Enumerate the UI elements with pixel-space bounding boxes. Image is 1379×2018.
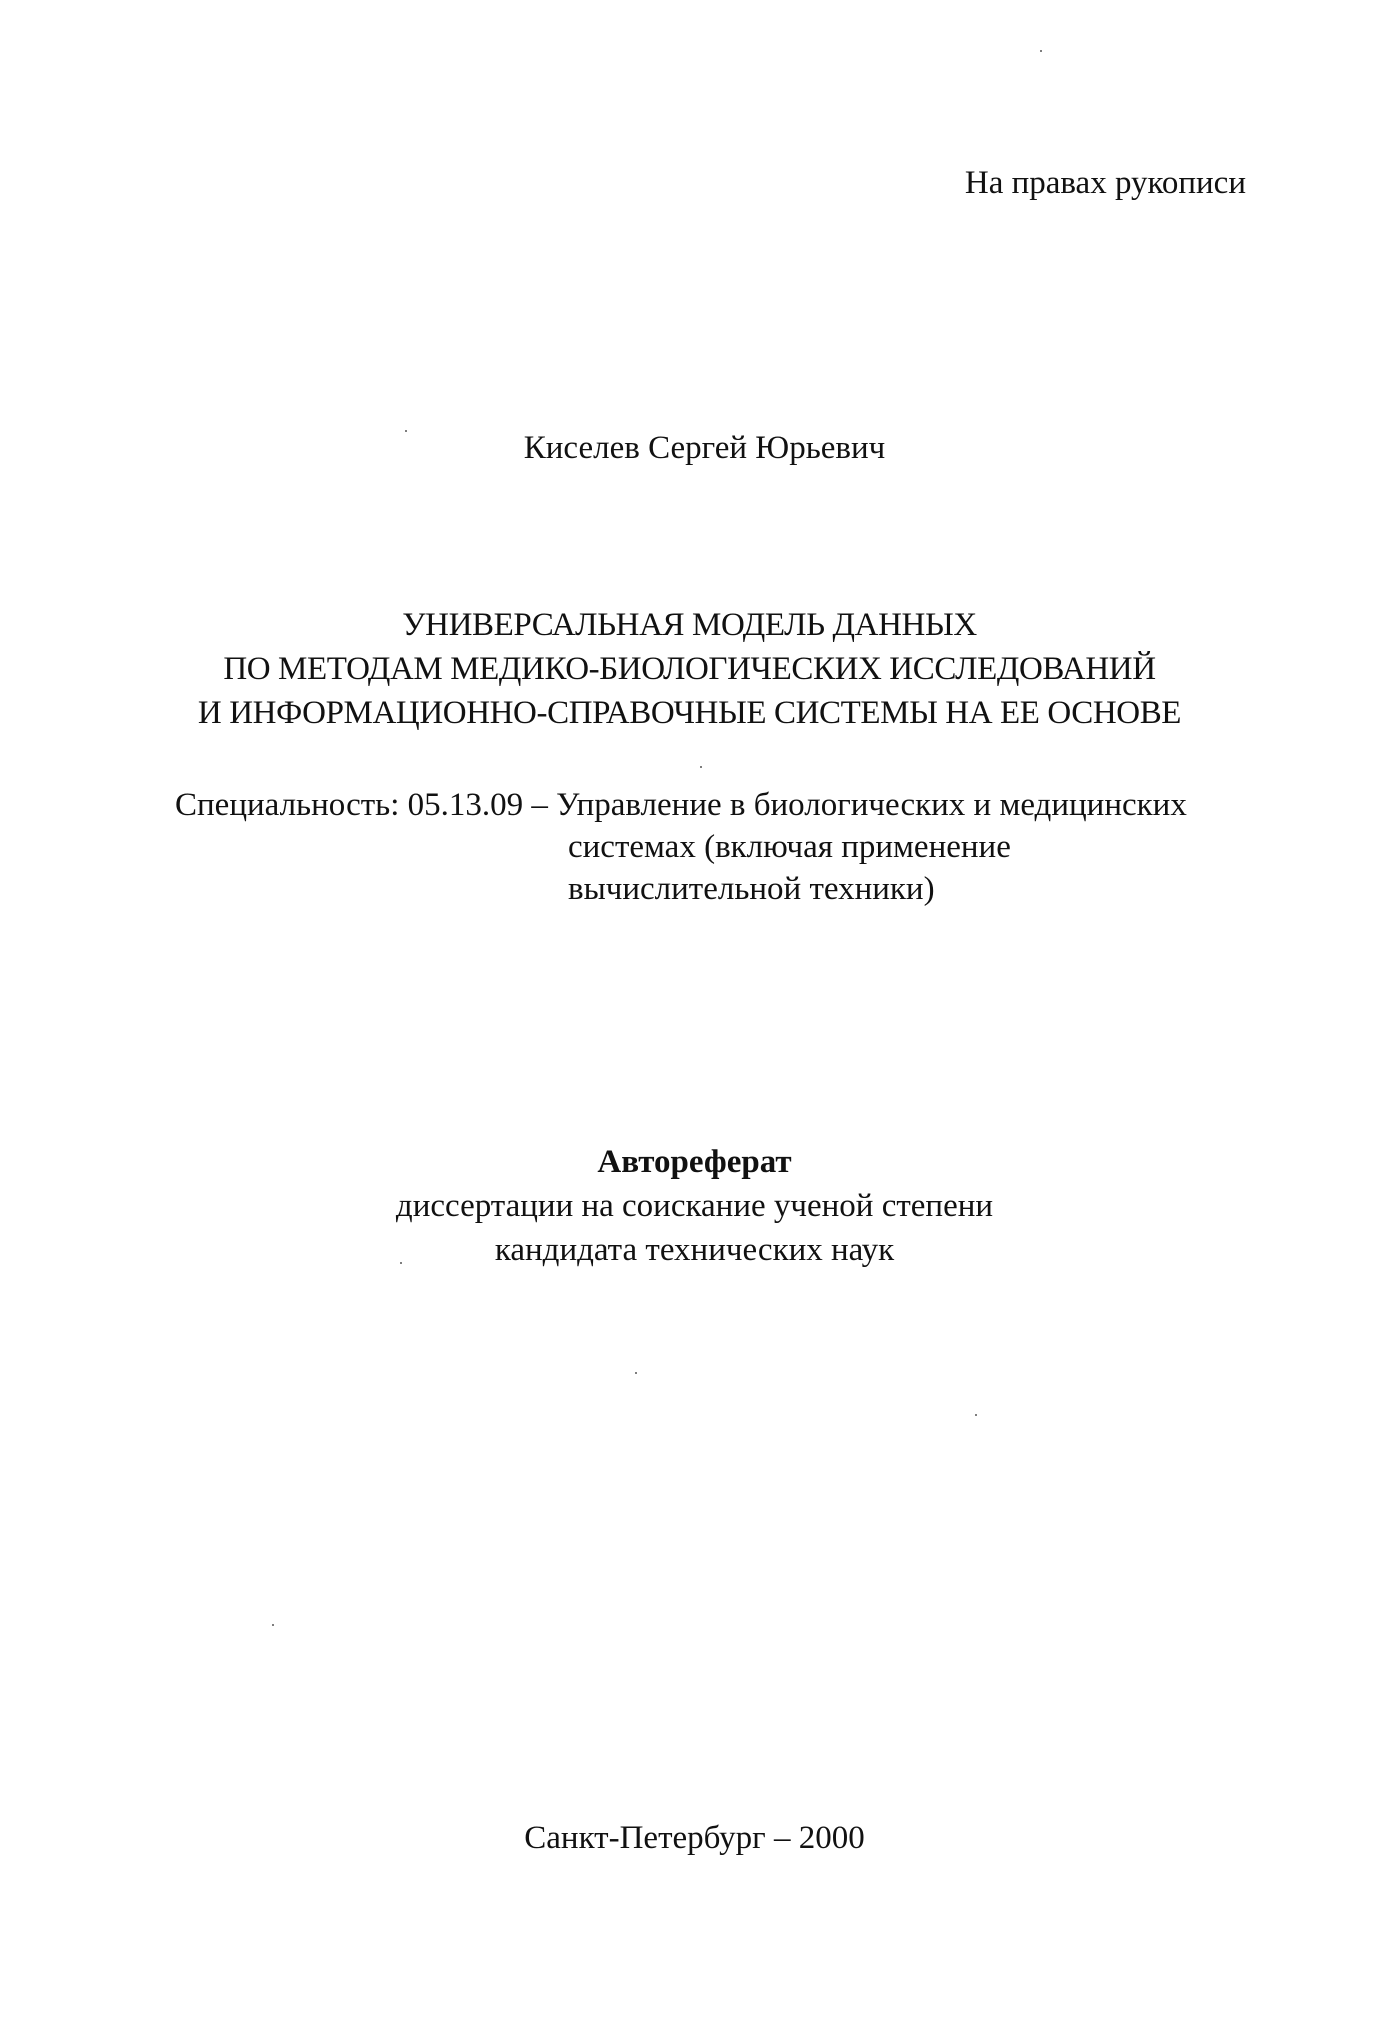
title-line: УНИВЕРСАЛЬНАЯ МОДЕЛЬ ДАННЫХ — [402, 607, 977, 643]
abstract-heading: Автореферат — [597, 1144, 792, 1180]
scan-speck — [405, 430, 407, 432]
specialty-label: Специальность: 05.13.09 – — [175, 787, 557, 823]
specialty-first-row — [175, 784, 1187, 826]
specialty-block — [175, 784, 1187, 910]
scan-speck — [635, 1372, 637, 1374]
specialty-line: вычислительной техники) — [568, 871, 935, 907]
scan-speck — [1040, 50, 1042, 52]
place-year: Санкт-Петербург – 2000 — [524, 1820, 865, 1856]
specialty-line: Управление в биологических и медицинских — [556, 787, 1187, 823]
scan-speck — [700, 766, 702, 768]
title-line: И ИНФОРМАЦИОННО-СПРАВОЧНЫЕ СИСТЕМЫ НА ЕЕ ОСНОВЕ — [197, 695, 1182, 731]
scan-speck — [272, 1624, 274, 1626]
abstract-block — [0, 1140, 1379, 1272]
author-name: Киселев Сергей Юрьевич — [523, 430, 886, 466]
specialty-line: системах (включая применение — [568, 829, 1011, 865]
manuscript-rights-note: На правах рукописи — [964, 165, 1246, 201]
dissertation-title — [0, 603, 1379, 735]
abstract-line: диссертации на соискание ученой степени — [395, 1188, 994, 1224]
scan-speck — [975, 1414, 977, 1416]
abstract-line: кандидата технических наук — [494, 1232, 895, 1268]
scan-speck — [400, 1262, 402, 1264]
title-line: ПО МЕТОДАМ МЕДИКО-БИОЛОГИЧЕСКИХ ИССЛЕДОВАНИЙ — [223, 651, 1156, 687]
